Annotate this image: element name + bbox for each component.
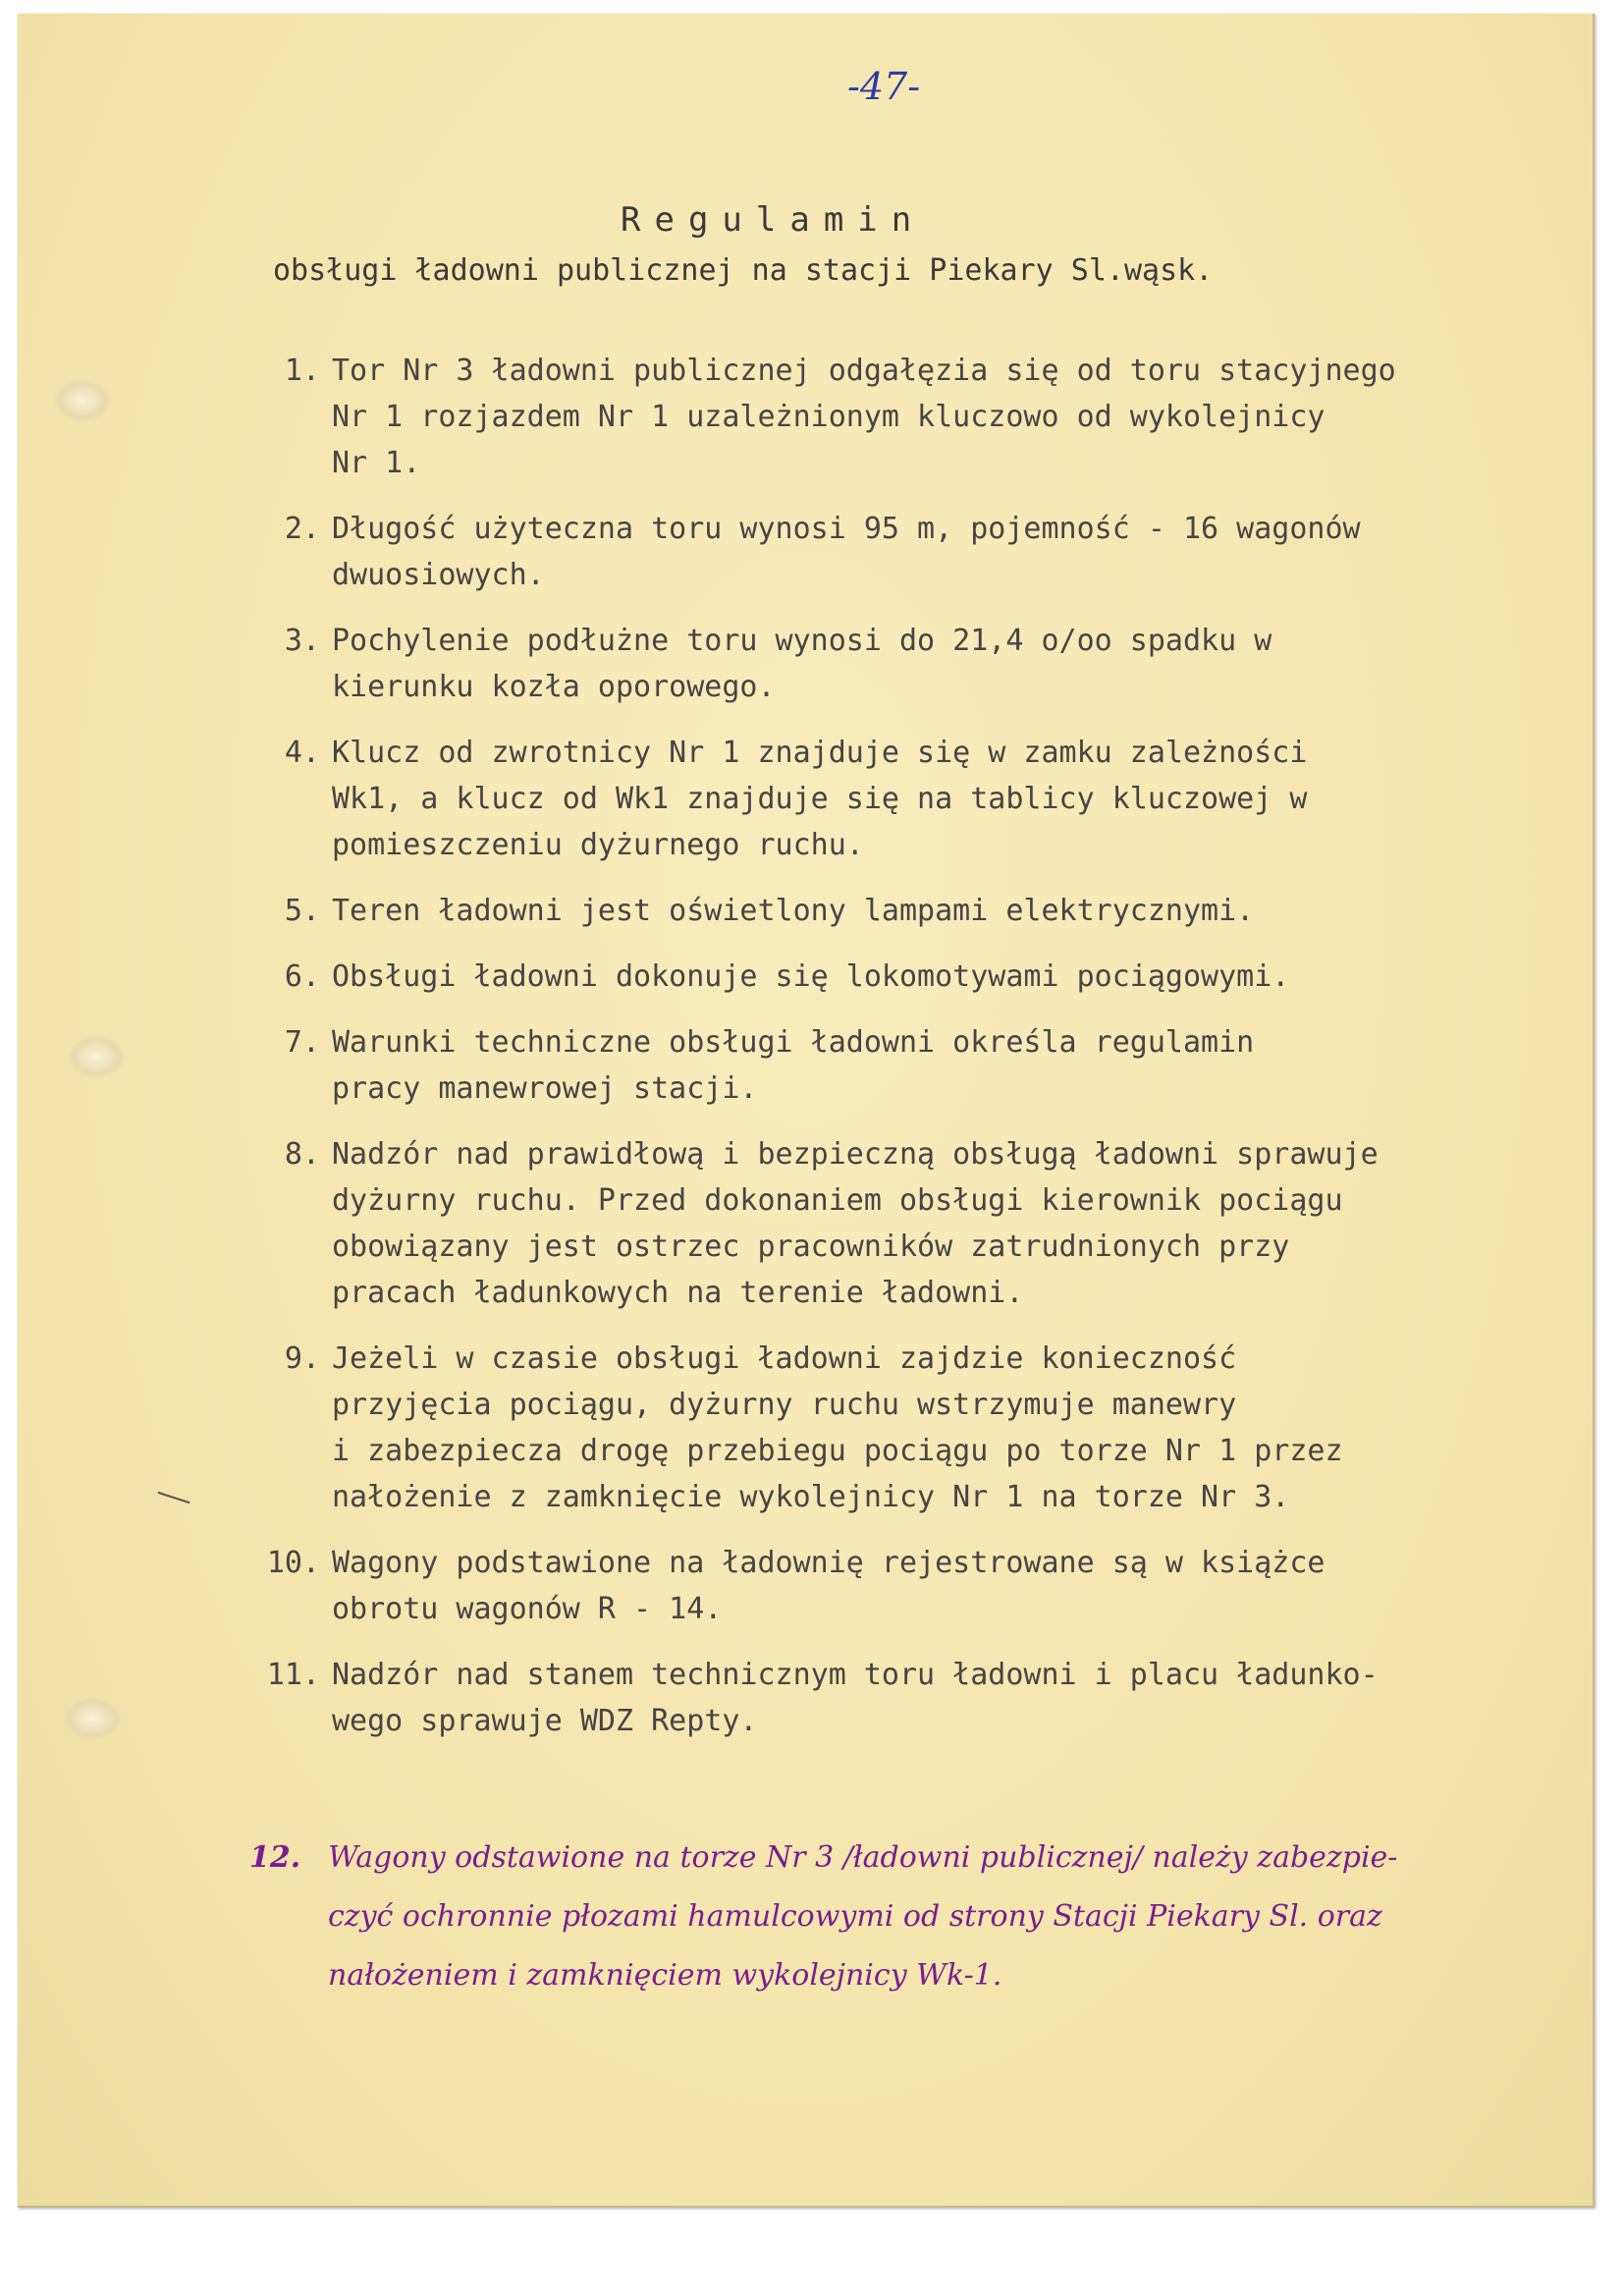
item-text: Tor Nr 3 ładowni publicznej odgałęzia się od toru stacyjnego Nr 1 rozjazdem Nr 1 uzależnionym kluczowo od wykolejnicy Nr 1. [332, 354, 1396, 480]
item-text: Jeżeli w czasie obsługi ładowni zajdzie konieczność przyjęcia pociągu, dyżurny ruchu wstrzymuje manewry i zabezpiecza drogę przebiegu pociągu po torze Nr 1 przez nałożenie z zamknięcie wykolejnicy Nr 1 na torze Nr 3. [332, 1341, 1343, 1514]
item-number: 2. [284, 512, 320, 546]
list-item [243, 1131, 1549, 1316]
punch-hole-mark [53, 379, 112, 422]
item-number: 10. [266, 1546, 320, 1580]
punch-hole-mark [63, 1697, 122, 1740]
item-text: Długość użyteczna toru wynosi 95 m, pojemność - 16 wagonów dwuosiowych. [332, 512, 1361, 592]
list-item [243, 348, 1549, 486]
pencil-mark [158, 1492, 190, 1503]
handwritten-note [249, 1829, 1506, 2005]
document-page [18, 14, 1595, 2208]
item-number: 5. [284, 894, 320, 928]
item-number: 3. [284, 624, 320, 658]
item-text: Pochylenie podłużne toru wynosi do 21,4 o/oo spadku w kierunku kozła oporowego. [332, 624, 1272, 704]
handwritten-item-text: Wagony odstawione na torze Nr 3 /ładowni publicznej/ należy zabezpie- czyć ochronnie płozami hamulcowymi od strony Stacji Piekary Sl. oraz nałożeniem i zamknięciem wykolejnicy Wk-1. [328, 1840, 1398, 1993]
item-text: Wagony podstawione na ładownię rejestrowane są w książce obrotu wagonów R - 14. [332, 1546, 1325, 1626]
list-item [243, 1336, 1549, 1520]
list-item [243, 618, 1549, 710]
item-number: 7. [284, 1025, 320, 1060]
item-number: 9. [284, 1341, 320, 1376]
item-text: Warunki techniczne obsługi ładowni określa regulamin pracy manewrowej stacji. [332, 1025, 1255, 1106]
item-number: 6. [284, 959, 320, 994]
item-text: Nadzór nad stanem technicznym toru ładowni i placu ładunko- wego sprawuje WDZ Repty. [332, 1658, 1379, 1738]
item-number: 8. [284, 1137, 320, 1172]
item-number: 1. [284, 354, 320, 388]
item-text: Teren ładowni jest oświetlony lampami elektrycznymi. [332, 894, 1255, 928]
list-item [243, 730, 1549, 868]
list-item [243, 888, 1549, 934]
page-number: -47- [847, 65, 921, 108]
punch-hole-mark [67, 1035, 126, 1078]
list-item [243, 506, 1549, 598]
list-item [243, 1019, 1549, 1112]
list-item [243, 1652, 1549, 1744]
item-text: Nadzór nad prawidłową i bezpieczną obsługą ładowni sprawuje dyżurny ruchu. Przed dokonaniem obsługi kierownik pociągu obowiązany jest ostrzec pracowników zatrudnionych przy pracach ładunkowych na terenie ładowni. [332, 1137, 1379, 1310]
item-number: 4. [284, 736, 320, 770]
regulation-list [243, 348, 1549, 1764]
item-text: Klucz od zwrotnicy Nr 1 znajduje się w zamku zależności Wk1, a klucz od Wk1 znajduje się na tablicy kluczowej w pomieszczeniu dyżurnego ruchu. [332, 736, 1308, 862]
list-item [243, 954, 1549, 1000]
document-subtitle: obsługi ładowni publicznej na stacji Piekary Sl.wąsk. [273, 253, 1214, 288]
item-text: Obsługi ładowni dokonuje się lokomotywami pociągowymi. [332, 959, 1290, 994]
handwritten-item-number: 12. [249, 1840, 301, 1875]
document-title: Regulamin [621, 200, 926, 240]
item-number: 11. [266, 1658, 320, 1692]
list-item [243, 1540, 1549, 1632]
